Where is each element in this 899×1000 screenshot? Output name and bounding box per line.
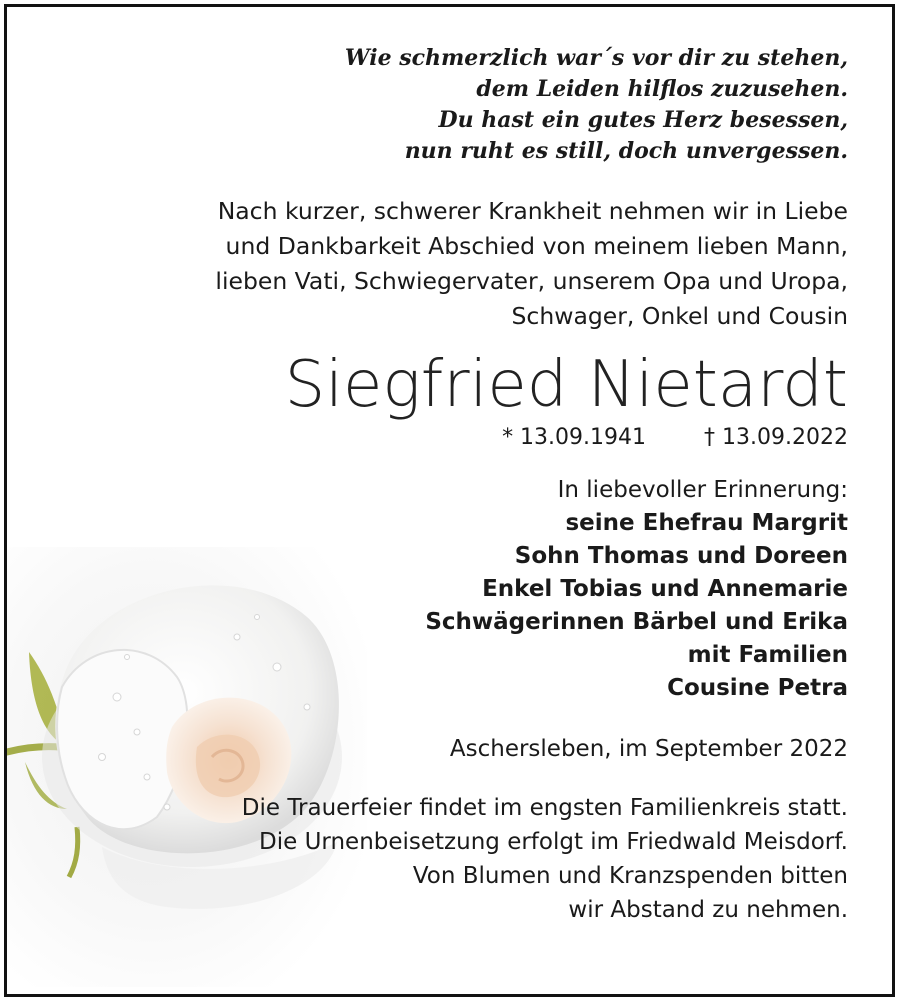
intro-line: und Dankbarkeit Abschied von meinem lieben Mann, <box>225 232 848 260</box>
intro-line: Schwager, Onkel und Cousin <box>511 302 848 330</box>
memorial-poem <box>68 43 848 167</box>
intro-line: Nach kurzer, schwerer Krankheit nehmen wir in Liebe <box>217 197 848 225</box>
poem-line: Du hast ein gutes Herz besessen, <box>438 107 848 133</box>
mourner-name: Schwägerinnen Bärbel und Erika <box>425 609 848 635</box>
obituary-card <box>4 4 895 997</box>
mourners-list <box>68 474 848 705</box>
mourners-lead: In liebevoller Erinnerung: <box>557 477 848 503</box>
birth-date: * 13.09.1941 <box>502 425 647 450</box>
funeral-notice <box>68 791 848 927</box>
notice-line: Von Blumen und Kranzspenden bitten <box>412 863 848 889</box>
mourner-name: Cousine Petra <box>667 675 848 701</box>
mourner-name: Sohn Thomas und Doreen <box>514 543 848 569</box>
mourner-name: seine Ehefrau Margrit <box>565 510 848 536</box>
poem-line: nun ruht es still, doch unvergessen. <box>404 138 848 164</box>
death-date: † 13.09.2022 <box>704 425 848 450</box>
life-dates <box>68 422 848 454</box>
notice-line: wir Abstand zu nehmen. <box>568 897 848 923</box>
notice-line: Die Urnenbeisetzung erfolgt im Friedwald Meisdorf. <box>259 829 848 855</box>
intro-line: lieben Vati, Schwiegervater, unserem Opa und Uropa, <box>215 267 848 295</box>
announcement-text <box>68 194 848 334</box>
mourner-name: Enkel Tobias und Annemarie <box>482 576 848 602</box>
poem-line: Wie schmerzlich war´s vor dir zu stehen, <box>344 45 848 71</box>
obituary-text <box>68 7 848 927</box>
notice-line: Die Trauerfeier findet im engsten Familienkreis statt. <box>241 795 848 821</box>
poem-line: dem Leiden hilflos zuzusehen. <box>476 76 848 102</box>
place-and-date: Aschersleben, im September 2022 <box>449 736 848 762</box>
deceased-name: Siegfried Nietardt <box>284 348 848 422</box>
mourner-name: mit Familien <box>687 642 848 668</box>
